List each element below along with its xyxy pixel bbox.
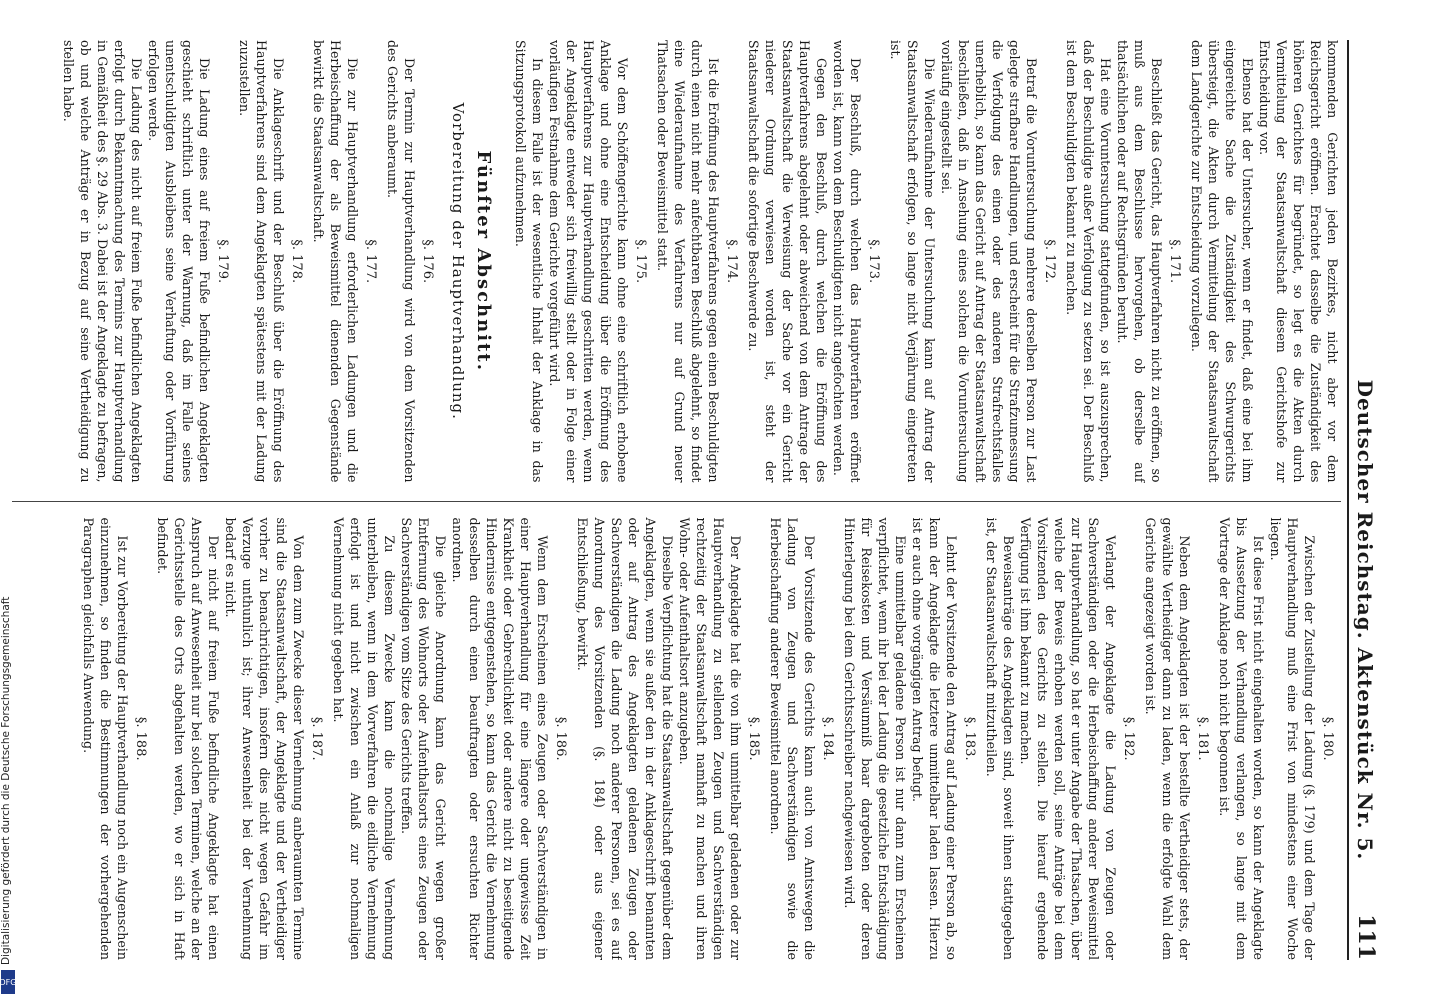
paragraph: Betraf die Voruntersuchung mehrere derselben Person zur Last gelegte strafbare Handlungen, und erscheint für die Strafzumessung die Verfolgung des einen oder des anderen Strafrechtsfalles unerheblich, so kann das Gericht auf Antrag der Staatsanwaltschaft beschließen, daß in Ansehung eines solchen die Voruntersuchung vorläufig eingestellt sei. <box>939 40 1039 483</box>
paragraph: Ebenso hat der Untersucher, wenn er findet, daß eine bei ihm eingereichte Sache die Zuständigkeit des Schwurgerichts übersteigt, die Akten durch Vermittelung der Staatsanwaltschaft dem Landgerichte zur Entscheidung vorzulegen. <box>1189 40 1255 483</box>
paragraph: Die Wiederaufnahme der Untersuchung kann auf Antrag der Staatsanwaltschaft erfolgen, so lange nicht Verjährung eingetreten ist. <box>888 40 937 483</box>
section-number: §. 176. <box>420 239 435 284</box>
section-number: §. 177. <box>363 239 378 284</box>
section-number: §. 171. <box>1167 239 1182 284</box>
paragraph: Ist diese Frist nicht eingehalten worden, so kann der Angeklagte bis Aussetzung der Verhandlung verlangen, so lange mit dem Vortrage der Anklage noch nicht begonnen ist. <box>1217 517 1266 960</box>
paragraph: Dieselbe Verpflichtung hat die Staatsanwaltschaft gegenüber dem Angeklagten, wenn sie außer den in der Anklageschrift benannten oder auf Antrag des Angeklagten geladenen Zeugen oder Sachverständigen die Ladung noch anderer Personen, sei es auf Anordnung des Vorsitzenden (§. 184) oder aus eigener Entschließung, bewirkt. <box>575 517 675 960</box>
paragraph: Beweisanträge des Angeklagten sind, soweit ihnen stattgegeben ist, der Staatsanwaltschaft mitzutheilen. <box>984 517 1016 960</box>
page-number: 111 <box>1353 914 1379 960</box>
dfg-logo: DFG <box>1 970 15 994</box>
paragraph: Lehnt der Vorsitzende den Antrag auf Ladung einer Person ab, so kann der Angeklagte die letztere unmittelbar laden lassen. Hierzu ist er auch ohne vorgängigen Antrag befugt. <box>910 517 959 960</box>
section-number: §. 175. <box>633 239 648 284</box>
paragraph: Der nicht auf freiem Fuße befindliche Angeklagte hat einen Anspruch auf Anwesenheit nur bei solchen Terminen, welche an der Gerichtsstelle des Orts abgehalten werden, wo er sich in Haft befindet. <box>155 517 221 960</box>
paragraph: Ist zur Vorbereitung der Hauptverhandlung noch ein Augenschein einzunehmen, so finden die Bestimmungen der vorhergehenden Paragraphen gleichfalls Anwendung. <box>81 517 130 960</box>
paragraph: Ist die Eröffnung des Hauptverfahrens gegen einen Beschuldigten durch einen nicht mehr anfechtbaren Beschluß abgelehnt, so findet eine Wiederaufnahme des Verfahrens nur auf Grund neuer Thatsachen oder Beweismittel statt. <box>655 40 721 483</box>
paragraph: In diesem Falle ist der wesentliche Inhalt der Anklage in das Sitzungsprotokoll aufzunehmen. <box>513 40 545 483</box>
paragraph: Der Termin zur Hauptverhandlung wird von dem Vorsitzenden des Gerichts anberaumt. <box>385 40 417 483</box>
paragraph: Beschließt das Gericht, das Hauptverfahren nicht zu eröffnen, so muß aus dem Beschlusse hervorgehen, ob derselbe auf thatsächlichen oder auf Rechtsgründen beruht. <box>1115 40 1164 483</box>
section-number: §. 182. <box>1121 716 1136 761</box>
paragraph: Der Angeklagte hat die von ihm unmittelbar geladenen oder zur Hauptverhandlung zu stellenden Zeugen und Sachverständigen rechtzeitig der Staatsanwaltschaft namhaft zu machen und ihren Wohn- oder Aufenthaltsort anzugeben. <box>677 517 743 960</box>
section-number: §. 185. <box>746 716 761 761</box>
text-columns <box>12 40 1341 960</box>
paragraph: Der Beschluß, durch welchen das Hauptverfahren eröffnet worden ist, kann von dem Beschuldigten nicht angefochten werden. <box>831 40 863 483</box>
paragraph: Die zur Hauptverhandlung erforderlichen Ladungen und die Herbeischaffung der als Beweismittel dienenden Gegenstände bewirkt die Staatsanwaltschaft. <box>311 40 360 483</box>
paragraph: Zwischen der Zustellung der Ladung (§. 179) und dem Tage der Hauptverhandlung muß eine Frist von mindestens einer Woche liegen. <box>1268 517 1317 960</box>
chapter-subtitle: Vorbereitung der Hauptverhandlung. <box>449 102 467 420</box>
section-number: §. 186. <box>553 716 568 761</box>
section-number: §. 179. <box>215 239 230 284</box>
credit-text: Digitalisierung gefördert durch die Deutsche Forschungsgemeinschaft <box>0 596 12 965</box>
section-number: §. 180. <box>1320 716 1335 761</box>
paragraph: Neben dem Angeklagten ist der bestellte Vertheidiger stets, der gewählte Vertheidiger dann zu laden, wenn die erfolgte Wahl dem Gerichte angezeigt worden ist. <box>1143 517 1192 960</box>
section-number: §. 181. <box>1195 716 1210 761</box>
section-number: §. 183. <box>962 716 977 761</box>
section-number: §. 173. <box>866 239 881 284</box>
right-column <box>12 501 1341 961</box>
paragraph: Hat eine Voruntersuchung stattgefunden, so ist auszusprechen, daß der Beschuldigte außer Verfolgung zu setzen sei. Der Beschluß ist dem Beschuldigten bekannt zu machen. <box>1064 40 1113 483</box>
paragraph: Gegen den Beschluß, durch welchen die Eröffnung des Hauptverfahrens abgelehnt oder abweichend von dem Antrage der Staatsanwaltschaft die Verweisung der Sache vor ein Gericht niederer Ordnung verwiesen worden ist, steht der Staatsanwaltschaft die sofortige Beschwerde zu. <box>746 40 829 483</box>
section-number: §. 188. <box>133 716 148 761</box>
paragraph: kommenden Gerichten jeden Bezirkes, nicht aber vor dem Reichsgericht eröffnen. Erachtet dasselbe die Zuständigkeit des höheren Gerichtes für begründet, so legt es die Akten durch Vermittelung der Staatsanwaltschaft diesem Gerichtshofe zur Entscheidung vor. <box>1257 40 1340 483</box>
paragraph: Wenn dem Erscheinen eines Zeugen oder Sachverständigen in einer Hauptverhandlung für eine längere oder ungewisse Zeit Krankheit oder Gebrechlichkeit oder andere nicht zu beseitigende Hindernisse entgegenstehen, so kann das Gericht die Vernehmung desselben durch einen beauftragten oder ersuchten Richter anordnen. <box>450 517 550 960</box>
section-number: §. 187. <box>309 716 324 761</box>
chapter-heading: Fünfter Abschnitt. <box>473 150 494 372</box>
paragraph: Eine unmittelbar geladene Person ist nur dann zum Erscheinen verpflichtet, wenn ihr bei der Ladung die gesetzliche Entschädigung für Reisekosten und Versäumniß baar dargeboten oder deren Hinterlegung bei dem Gerichtsschreiber nachgewiesen wird. <box>842 517 908 960</box>
paragraph: Von dem zum Zwecke dieser Vernehmung anberaumten Termine sind die Staatsanwaltschaft, der Angeklagte und der Vertheidiger vorher zu benachrichtigen, insofern dies nicht wegen Gefahr im Verzuge unthunlich ist; ihrer Anwesenheit bei der Vernehmung bedarf es nicht. <box>223 517 306 960</box>
section-number: §. 174. <box>724 239 739 284</box>
paragraph: Die Anklageschrift und der Beschluß über die Eröffnung des Hauptverfahrens sind dem Angeklagten spätestens mit der Ladung zuzustellen. <box>237 40 286 483</box>
paragraph: Die Ladung des nicht auf freiem Fuße befindlichen Angeklagten erfolgt durch Bekanntmachung des Termins zur Hauptverhandlung in Gemäßheit des §. 29 Abs. 3. Dabei ist der Angeklagte zu befragen, ob und welche Anträge er in Bezug auf seine Vertheidigung zu stellen habe. <box>61 40 144 483</box>
paragraph: Verlangt der Angeklagte die Ladung von Zeugen oder Sachverständigen oder die Herbeischaffung anderer Beweismittel zur Hauptverhandlung, so hat er unter Angabe der Thatsachen, über welche der Beweis erhoben werden soll, seine Anträge bei dem Vorsitzenden des Gerichts zu stellen. Die hierauf ergehende Verfügung ist ihm bekannt zu machen. <box>1018 517 1118 960</box>
document-page <box>12 20 1387 980</box>
section-number: §. 172. <box>1042 239 1057 284</box>
paragraph: Zu diesem Zwecke kann die nochmalige Vernehmung unterbleiben, wenn in dem Vorverfahren die eidliche Vernehmung erfolgt ist und nicht zwischen ein Anlaß zur nochmaligen Vernehmung nicht gegeben hat. <box>331 517 397 960</box>
digitization-credit <box>0 0 14 1000</box>
left-column <box>12 40 1341 483</box>
section-number: §. 178. <box>289 239 304 284</box>
page-header <box>1347 40 1387 960</box>
paragraph: Die gleiche Anordnung kann das Gericht wegen großer Entfernung des Wohnorts oder Aufenthaltsorts eines Zeugen oder Sachverständigen vom Sitze des Gerichts treffen. <box>399 517 448 960</box>
running-title: Deutscher Reichstag. Aktenstück Nr. 5. <box>1353 379 1377 861</box>
paragraph: Der Vorsitzende des Gerichts kann auch von Amtswegen die Ladung von Zeugen und Sachverständigen sowie die Herbeischaffung anderer Beweismittel anordnen. <box>768 517 817 960</box>
paragraph: Die Ladung eines auf freiem Fuße befindlichen Angeklagten geschieht schriftlich unter der Warnung, daß im Falle seines unentschuldigten Ausbleibens seine Verhaftung oder Vorführung erfolgen werde. <box>146 40 212 483</box>
section-number: §. 184. <box>820 716 835 761</box>
paragraph: Vor dem Schöffengerichte kann ohne eine schriftlich erhobene Anklage und ohne eine Entscheidung über die Eröffnung des Hauptverfahrens zur Hauptverhandlung geschritten werden, wenn der Angeklagte entweder sich freiwillig stellt oder in Folge einer vorläufigen Festnahme dem Gerichte vorgeführt wird. <box>547 40 630 483</box>
